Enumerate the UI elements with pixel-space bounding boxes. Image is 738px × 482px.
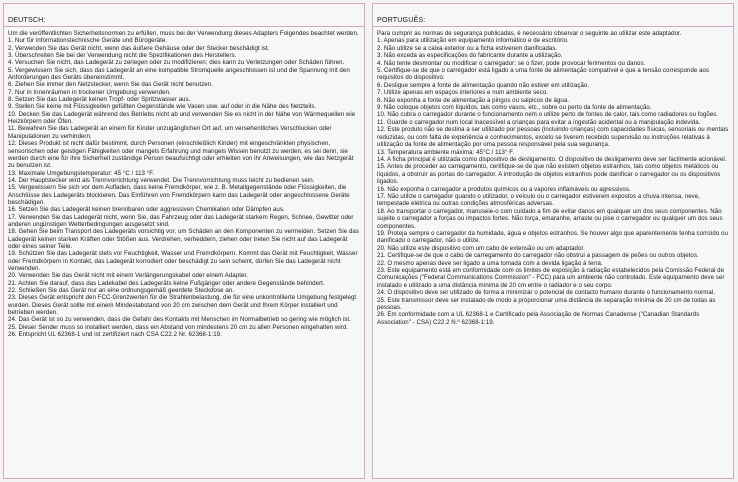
german-safety-text: Um die veröffentlichten Sicherheitsnormen zu erfüllen, muss bei der Verwendung dieses Adapters Folgendes beachtet werden. 1. Nur für informationstechnische Geräte und Bürogeräte. 2. Verwenden Sie das Gerät nicht, wenn das äußere Gehäuse oder der Stecker beschädigt ist. 3. Überschreiten Sie bei der Verwendung nicht die Spezifikationen des Herstellers. 4. Versuchen Sie nicht, das Ladegerät zu zerlegen oder zu modifizieren; dies kann zu Verletzungen oder Schäden führen. 5. Vergewissern Sie sich, dass das Ladegerät an eine kompatible Stromquelle angeschlossen ist und die Spannung mit den Anforderungen des Geräts übereinstimmt. 6. Ziehen Sie immer den Netzstecker, wenn Sie das Gerät nicht benutzen. 7. Nur in Innenräumen in trockener Umgebung verwenden. 8. Setzen Sie das Ladegerät keinen Tropf- oder Spritzwasser aus. 9. Stellen Sie keine mit Flüssigkeiten gefüllten Gegenstände wie Vasen usw. auf oder in die Nähe des Netzteils. 10. Decken Sie das Ladegerät während des Betriebs nicht ab und verwenden Sie es nicht in der Nähe von Wärmequellen wie Heizkörpern oder Öfen. 11. Bewahren Sie das Ladegerät an einem für Kinder unzugänglichen Ort auf, um versehentliches Verschlucken oder Manipulationen zu verhindern. 12. Dieses Produkt ist nicht dafür bestimmt, durch Personen (einschließlich Kinder) mit eingeschränkten physischen, sensorischen oder geistigen Fähigkeiten oder mangels Erfahrung und mangels Wissen benutzt zu werden, es sei denn, sie werden durch eine für ihre Sicherheit zuständige Person beaufsichtigt oder erhielten von ihr Anweisungen, wie das Netzgerät zu benutzen ist. 13. Maximale Umgebungstemperatur: 45 °C / 113 °F. 14. Der Hauptstecker wird als Trennvorrichtung verwendet. Die Trennvorrichtung muss leicht zu bedienen sein. 15. Vergewissern Sie sich vor dem Aufladen, dass keine Fremdkörper, wie z. B. Metallgegenstände oder Flüssigkeiten, die Anschlüsse des Ladegeräts blockieren. Das Einführen von Fremdkörpern kann das Ladegerät oder angeschlossene Geräte beschädigen. 16. Setzen Sie das Ladegerät keinen brennbaren oder aggressiven Chemikalien oder Dämpfen aus. 17. Verwenden Sie das Ladegerät nicht, wenn Sie, das Fahrzeug oder das Ladegerät starkem Regen, Schnee, Gewitter oder anderen ungünstigen Wetterbedingungen ausgesetzt sind. 18. Gehen Sie beim Transport des Ladegeräts vorsichtig vor, um Schäden an den Komponenten zu vermeiden. Setzen Sie das Ladegerät keinen starken Kräften oder Stößen aus. Verdrehen, verheddern, ziehen oder treten Sie nicht auf das Ladegerät oder eines seiner Teile. 19. Schützen Sie das Ladegerät stets vor Feuchtigkeit, Wasser und Fremdkörpern. Kommt das Gerät mit Feuchtigkeit, Wasser oder Fremdkörpern in Kontakt, das Ladegerät korrodiert oder beschädigt zu sein scheint, dürfen Sie das Ladegerät nicht verwenden. 20. Verwenden Sie das Gerät nicht mit einem Verlängerungskabel oder einem Adapter. 21. Achten Sie darauf, dass das Ladekabel des Ladegeräts keine Fußgänger oder andere Gegenstände behindert. 22. Schließen Sie das Gerät nur an eine ordnungsgemäß geerdete Steckdose an. 23. Dieses Gerät entspricht den FCC-Grenzwerten für die Strahlenbelastung, die für eine unkontrollierte Umgebung festgelegt wurden. Dieses Gerät sollte mit einem Mindestabstand von 20 cm zwischen dem Gerät und Ihrem Körper installiert und betrieben werden. 24. Das Gerät ist so zu verwenden, dass die Gefahr des Kontakts mit Menschen im Normalbetrieb so gering wie möglich ist. 25. Dieser Sender muss so installiert werden, dass ein Abstand von mindestens 20 cm zu allen Personen eingehalten wird. 26. Entspricht UL 62368-1 und ist zertifiziert nach CSA C22.2 Nr. 62368-1:19. (8, 30, 360, 339)
german-heading: DEUTSCH: (8, 15, 46, 24)
german-section (3, 3, 365, 479)
portuguese-section (372, 3, 734, 479)
german-heading-divider (4, 26, 364, 27)
portuguese-safety-text: Para cumprir as normas de segurança publicadas, é necessário observar o seguinte ao utilizar este adaptador. 1. Apenas para utilização em equipamento informático e de escritório. 2. Não utilize se a caixa exterior ou a ficha estiverem danificadas. 3. Não exceda as especificações do fabricante durante a utilização. 4. Não tente desmontar ou modificar o carregador; se o fizer, pode provocar ferimentos ou danos. 5. Certifique-se de que o carregador está ligado a uma fonte de alimentação compatível e que a tensão corresponde aos requisitos do dispositivo. 6. Desligue sempre a fonte de alimentação quando não estiver em utilização. 7. Utilize apenas em espaços interiores e num ambiente seco. 8. Não exponha a fonte de alimentação a pingos ou salpicos de água. 9. Não coloque objetos com líquidos, tais como vasos, etc., sobre ou perto da fonte de alimentação. 10. Não cubra o carregador durante o funcionamento nem o utilize perto de fontes de calor, tais como radiadores ou fogões. 11. Guarde o carregador num local inacessível a crianças para evitar a ingestão acidental ou a manipulação indevida. 12. Este produto não se destina a ser utilizado por pessoas (incluindo crianças) com capacidades físicas, sensoriais ou mentais reduzidas, ou com falta de experiência e conhecimentos, exceto se tiverem recebido supervisão ou instruções relativas à utilização da fonte de alimentação por uma pessoa responsável pela sua segurança. 13. Temperatura ambiente máxima: 45°C / 113° F. 14. A ficha principal é utilizada como dispositivo de desligamento. O dispositivo de desligamento deve ser facilmente acionável. 15. Antes de proceder ao carregamento, certifique-se de que não existem objetos estranhos, tais como objetos metálicos ou líquidos, a obstruir as portas do carregador. A introdução de objetos estranhos pode danificar o carregador ou os dispositivos ligados. 16. Não exponha o carregador a produtos químicos ou a vapores inflamáveis ou agressivos. 17. Não utilize o carregador quando o utilizador, o veículo ou o carregador estiverem expostos a chuva intensa, neve, tempestade elétrica ou outras condições atmosféricas adversas. 18. Ao transportar o carregador, manuseie-o com cuidado a fim de evitar danos em qualquer um dos seus componentes. Não sujeite o carregador a forças ou impactos fortes. Não torça, emaranhe, arraste ou pise o carregador ou qualquer um dos seus componentes. 19. Proteja sempre o carregador da humidade, água e objetos estranhos. Se houver algo que aparentemente tenha corroído ou danificado o carregador, não o utilize. 20. Não utilize este dispositivo com um cabo de extensão ou um adaptador. 21. Certifique-se de que o cabo de carregamento do carregador não obstrui a passagem de peões ou outros objetos. 22. O mesmo apenas deve ser ligado a uma tomada com a devida ligação à terra. 23. Este equipamento está em conformidade com os limites de exposição à radiação estabelecidos pela Comissão Federal de Comunicações ("Federal Communications Commission" - FCC) para um ambiente não controlado. Este equipamento deve ser instalado e utilizado a uma distância mínima de 20 cm entre o radiador e o seu corpo. 24. O dispositivo deve ser utilizado de forma a minimizar o potencial de contacto humano durante o funcionamento normal. 25. Este transmissor deve ser instalado de modo a proporcionar uma distância de separação mínima de 20 cm de todas as pessoas. 26. Em conformidade com a UL 62368-1 e Certificado pela Associação de Normas Canadense ("Canadian Standards Association" - CSA) C22.2 N.º 62368-1:19. (377, 30, 729, 326)
portuguese-heading-divider (373, 26, 733, 27)
portuguese-heading: PORTUGUÊS: (377, 15, 426, 24)
